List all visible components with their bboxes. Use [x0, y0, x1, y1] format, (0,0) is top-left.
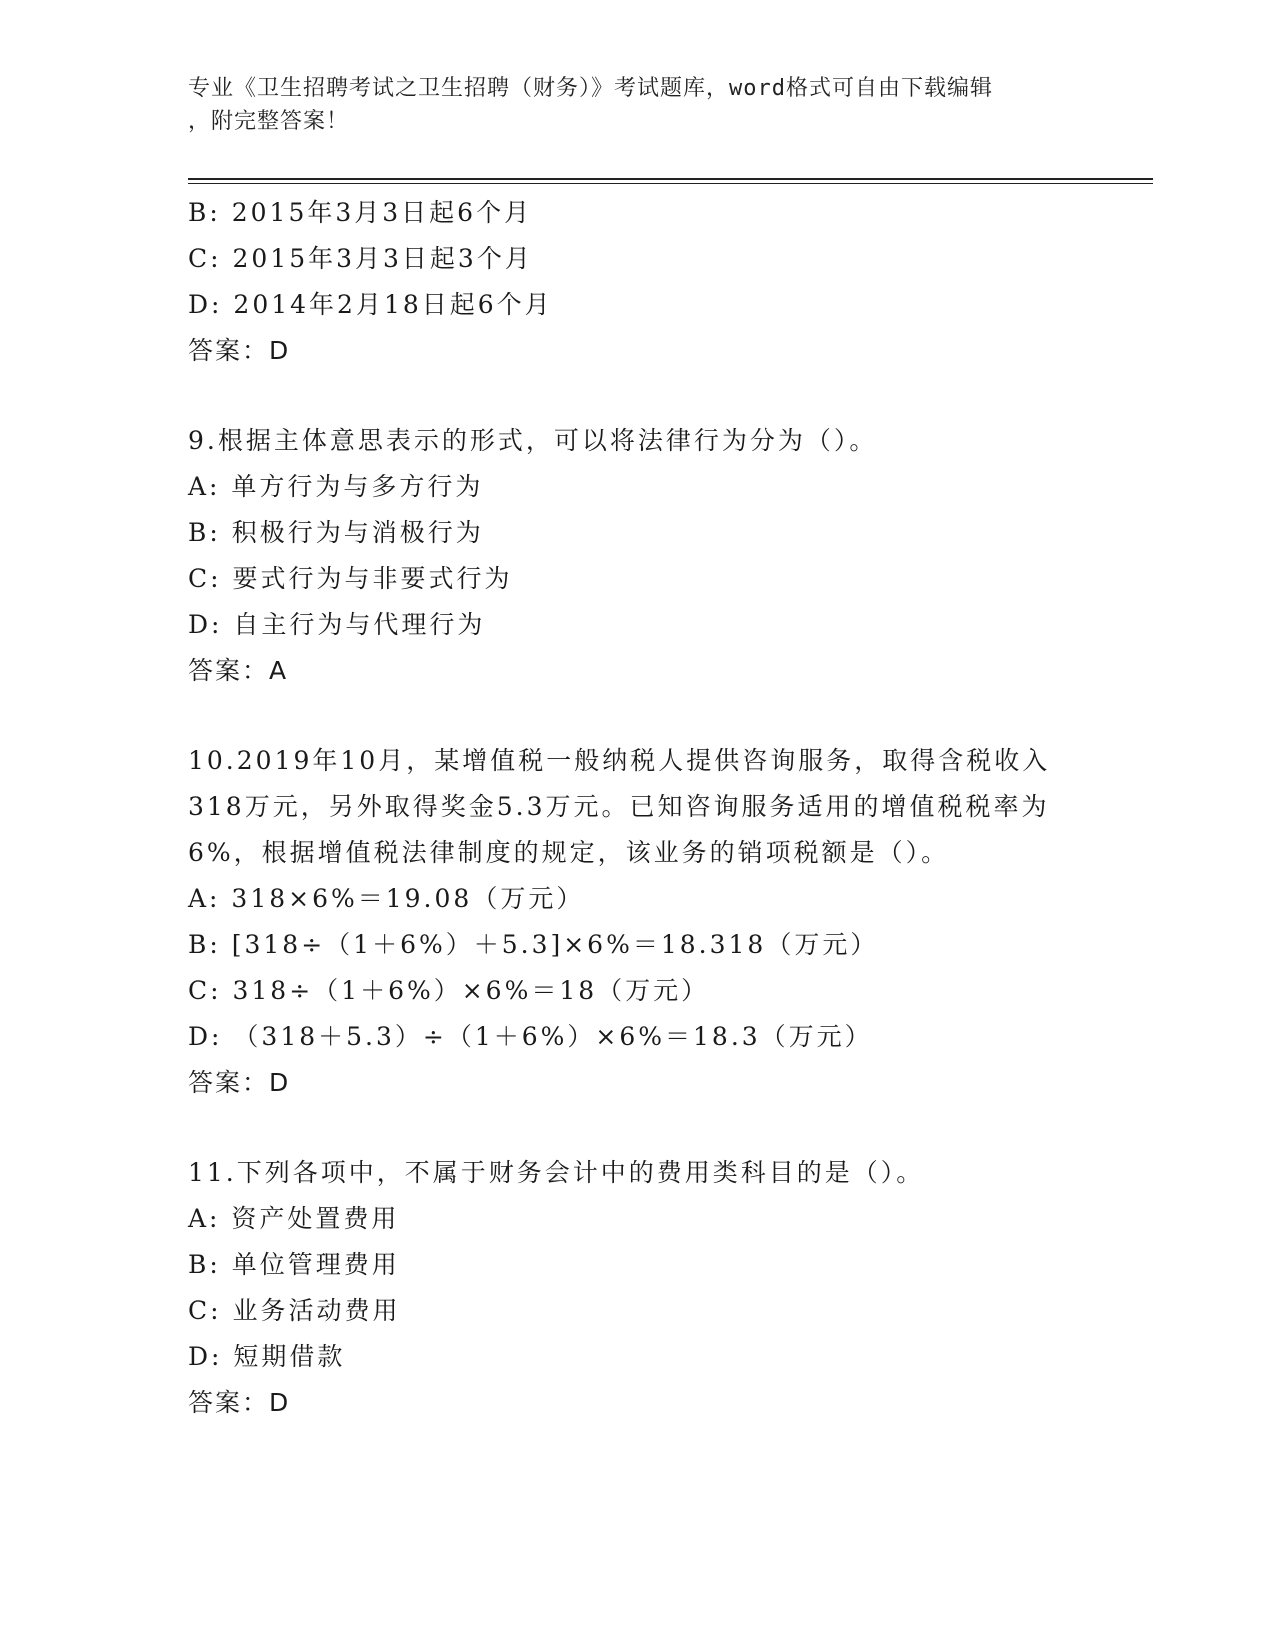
- header-line-2: ，附完整答案！: [188, 109, 350, 134]
- option-d: D: （318＋5.3）÷（1＋6%）×6%＝18.3（万元）: [188, 1022, 873, 1051]
- question-list: [188, 190, 1088, 1426]
- header-line-1: 专业《卫生招聘考试之卫生招聘（财务）》考试题库，word格式可自由下载编辑: [188, 76, 993, 101]
- option-a: A: 318×6%＝19.08（万元）: [188, 884, 585, 913]
- document-header: [188, 72, 1088, 138]
- question-10: [188, 738, 1088, 1106]
- answer: 答案：D: [188, 336, 291, 365]
- header-divider-thick: [188, 178, 1153, 180]
- option-b: B: [318÷（1＋6%）＋5.3]×6%＝18.318（万元）: [188, 930, 879, 959]
- question-11: [188, 1150, 1088, 1426]
- question-text: 9.根据主体意思表示的形式，可以将法律行为分为（）。: [188, 426, 878, 455]
- question-text: 11.下列各项中，不属于财务会计中的费用类科目的是（）。: [188, 1158, 925, 1187]
- question-text-line-1: 10.2019年10月，某增值税一般纳税人提供咨询服务，取得含税收入: [188, 746, 1051, 775]
- question-8: [188, 190, 1088, 374]
- option-b: B: 积极行为与消极行为: [188, 518, 484, 547]
- option-c: C: 业务活动费用: [188, 1296, 401, 1325]
- option-d: D: 自主行为与代理行为: [188, 610, 486, 639]
- question-text-line-2: 318万元，另外取得奖金5.3万元。已知咨询服务适用的增值税税率为: [188, 792, 1050, 821]
- option-c: C: 318÷（1＋6%）×6%＝18（万元）: [188, 976, 710, 1005]
- question-9: [188, 418, 1088, 694]
- option-a: A: 单方行为与多方行为: [188, 472, 484, 501]
- question-text-line-3: 6%，根据增值税法律制度的规定，该业务的销项税额是（）。: [188, 838, 950, 867]
- answer: 答案：D: [188, 1388, 291, 1417]
- answer: 答案：D: [188, 1068, 291, 1097]
- answer: 答案：A: [188, 656, 289, 685]
- option-d: D: 短期借款: [188, 1342, 346, 1371]
- option-b: B: 2015年3月3日起6个月: [188, 198, 533, 227]
- option-c: C: 要式行为与非要式行为: [188, 564, 513, 593]
- option-b: B: 单位管理费用: [188, 1250, 400, 1279]
- header-divider-thin: [188, 183, 1153, 184]
- spacer: [188, 694, 1088, 738]
- spacer: [188, 1106, 1088, 1150]
- spacer: [188, 374, 1088, 418]
- option-a: A: 资产处置费用: [188, 1204, 400, 1233]
- option-c: C: 2015年3月3日起3个月: [188, 244, 533, 273]
- option-d: D: 2014年2月18日起6个月: [188, 290, 553, 319]
